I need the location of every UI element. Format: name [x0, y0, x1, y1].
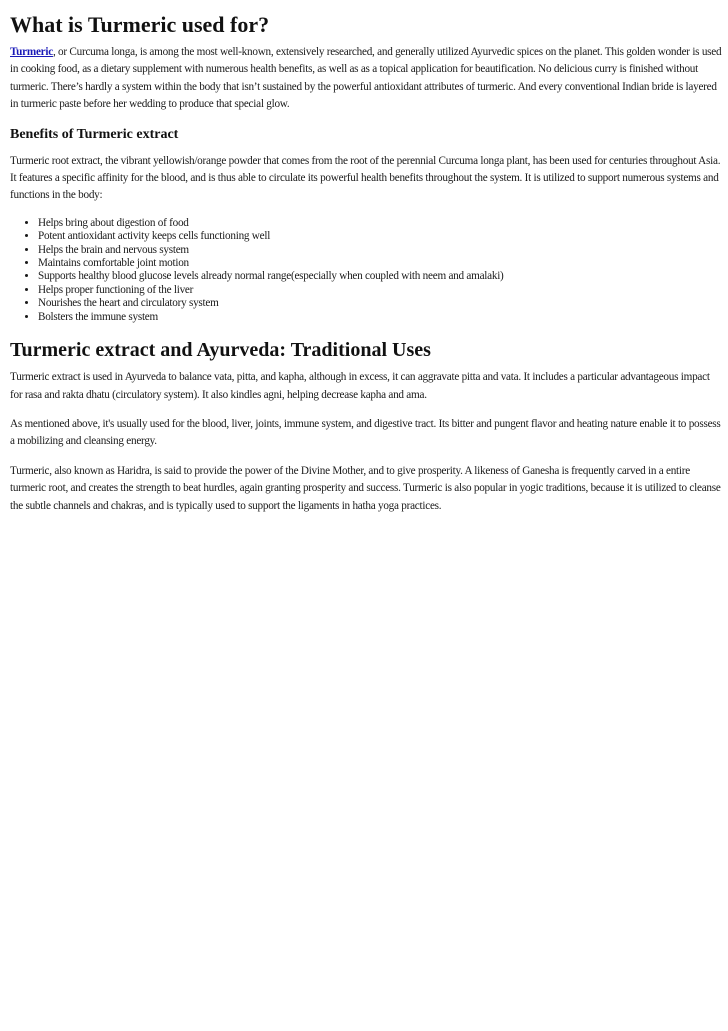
- benefits-heading: Benefits of Turmeric extract: [10, 126, 179, 142]
- benefits-list: [10, 217, 722, 324]
- list-item: • Supports healthy blood glucose levels already normal range(especially when coupled with neem and amalaki): [38, 270, 722, 283]
- list-item: • Helps bring about digestion of food: [38, 217, 722, 230]
- list-item: • Potent antioxidant activity keeps cells functioning well: [38, 230, 722, 243]
- benefits-paragraph: Turmeric root extract, the vibrant yellowish/orange powder that comes from the root of the perennial Curcuma longa plant, has been used for centuries throughout Asia. It features a specific affinity for the blood, and is thus able to circulate its powerful health benefits throughout the system. It is utilized to support numerous systems and functions in the body:: [10, 154, 721, 202]
- list-item: • Helps proper functioning of the liver: [38, 284, 722, 297]
- list-item: • Helps the brain and nervous system: [38, 244, 722, 257]
- list-item: • Maintains comfortable joint motion: [38, 257, 722, 270]
- intro-text: , or Curcuma longa, is among the most well-known, extensively researched, and generally utilized Ayurvedic spices on the planet. This golden wonder is used in cooking food, as a dietary supplement with numerous health benefits, as well as as a topical application for beautification. No delicious curry is finished without turmeric. There’s hardly a system within the body that isn’t sustained by the powerful antioxidant attributes of turmeric. And every conventional Indian bride is layered in turmeric paste before her wedding to produce that special glow.: [10, 46, 722, 111]
- page-title: What is Turmeric used for?: [10, 12, 270, 37]
- ayurveda-paragraph-3: Turmeric, also known as Haridra, is said to provide the power of the Divine Mother, and to give prosperity. A likeness of Ganesha is frequently carved in a entire turmeric root, and creates the strength to beat hurdles, again granting prosperity and success. Turmeric is also popular in yogic traditions, because it is utilized to cleanse the subtle channels and chakras, and is typically used to support the ligaments in hatha yoga practices.: [10, 464, 721, 512]
- document-page: [10, 12, 722, 527]
- ayurveda-heading: Turmeric extract and Ayurveda: Traditional Uses: [10, 339, 431, 362]
- ayurveda-paragraph-2: As mentioned above, it's usually used for the blood, liver, joints, immune system, and digestive tract. Its bitter and pungent flavor and heating nature enable it to possess a mobilizing and cleansing energy.: [10, 417, 721, 448]
- intro-paragraph: [10, 44, 722, 114]
- turmeric-link[interactable]: Turmeric: [10, 46, 53, 58]
- ayurveda-paragraph-1: Turmeric extract is used in Ayurveda to balance vata, pitta, and kapha, although in excess, it can aggravate pitta and vata. It includes a particular advantageous impact for rasa and rakta dhatu (circulatory system). It also kindles agni, helping decrease kapha and ama.: [10, 371, 710, 401]
- list-item: • Bolsters the immune system: [38, 311, 722, 324]
- list-item: • Nourishes the heart and circulatory system: [38, 297, 722, 310]
